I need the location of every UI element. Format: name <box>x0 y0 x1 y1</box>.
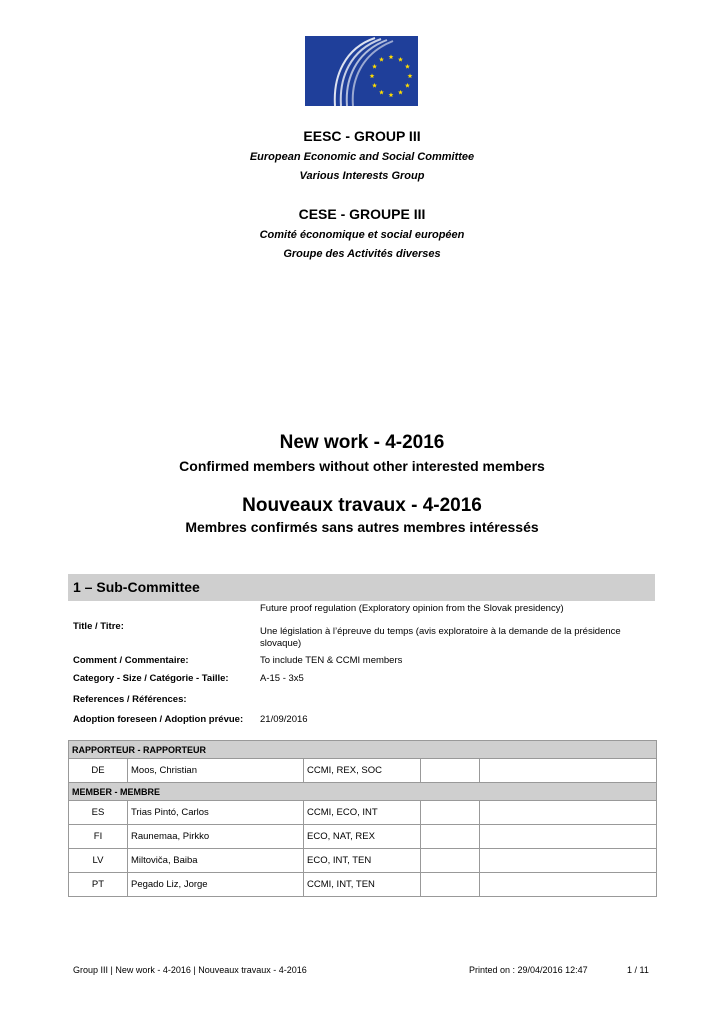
table-row <box>69 825 657 849</box>
rapporteur-header-row <box>69 741 657 759</box>
member-header: MEMBER - MEMBRE <box>69 783 657 801</box>
header-en-line1: European Economic and Social Committee <box>249 151 475 163</box>
country-cell: PT <box>69 873 128 897</box>
empty-cell <box>421 873 480 897</box>
title-value-en: Future proof regulation (Exploratory opinion from the Slovak presidency) <box>260 603 564 614</box>
adoption-value: 21/09/2016 <box>260 714 308 725</box>
section-header <box>68 574 655 601</box>
header-en-line2: Various Interests Group <box>299 170 425 182</box>
title-label: Title / Titre: <box>73 621 124 632</box>
table-row <box>69 801 657 825</box>
header-en-group: EESC - GROUP III <box>303 128 421 144</box>
eesc-logo <box>305 36 418 106</box>
title-value-fr: Une législation à l’épreuve du temps (avis exploratoire à la demande de la présidence slovaque) <box>260 626 621 649</box>
members-table <box>68 740 657 897</box>
page-subtitle-fr: Membres confirmés sans autres membres intéressés <box>185 519 539 535</box>
table-row <box>69 873 657 897</box>
country-cell: LV <box>69 849 128 873</box>
category-label: Category - Size / Catégorie - Taille: <box>73 673 229 684</box>
sections-cell: CCMI, INT, TEN <box>304 873 421 897</box>
references-label: References / Références: <box>73 694 187 705</box>
header-fr-line2: Groupe des Activités diverses <box>283 248 441 260</box>
page-subtitle-en: Confirmed members without other interested members <box>179 458 545 474</box>
table-row <box>69 849 657 873</box>
empty-cell <box>480 801 657 825</box>
country-cell: ES <box>69 801 128 825</box>
rapporteur-header: RAPPORTEUR - RAPPORTEUR <box>69 741 657 759</box>
sections-cell: CCMI, ECO, INT <box>304 801 421 825</box>
name-cell: Miltoviča, Baiba <box>128 849 304 873</box>
comment-label: Comment / Commentaire: <box>73 655 189 666</box>
adoption-label: Adoption foreseen / Adoption prévue: <box>73 714 244 725</box>
table-row <box>69 759 657 783</box>
empty-cell <box>421 825 480 849</box>
country-cell: FI <box>69 825 128 849</box>
empty-cell <box>480 873 657 897</box>
empty-cell <box>421 801 480 825</box>
empty-cell <box>421 759 480 783</box>
header-fr-group: CESE - GROUPE III <box>298 206 426 222</box>
page-title-fr: Nouveaux travaux - 4-2016 <box>242 495 482 516</box>
header-fr-line1: Comité économique et social européen <box>259 229 465 241</box>
name-cell: Raunemaa, Pirkko <box>128 825 304 849</box>
empty-cell <box>480 849 657 873</box>
sections-cell: ECO, NAT, REX <box>304 825 421 849</box>
category-value: A-15 - 3x5 <box>260 673 304 684</box>
name-cell: Pegado Liz, Jorge <box>128 873 304 897</box>
sections-cell: CCMI, REX, SOC <box>304 759 421 783</box>
page-title-en: New work - 4-2016 <box>279 432 445 453</box>
empty-cell <box>480 759 657 783</box>
footer-page-number: 1 / 11 <box>627 965 649 975</box>
empty-cell <box>480 825 657 849</box>
empty-cell <box>421 849 480 873</box>
name-cell: Moos, Christian <box>128 759 304 783</box>
section-title: 1 – Sub-Committee <box>73 579 200 595</box>
country-cell: DE <box>69 759 128 783</box>
footer-printed: Printed on : 29/04/2016 12:47 <box>469 965 588 975</box>
footer-left: Group III | New work - 4-2016 | Nouveaux travaux - 4-2016 <box>73 965 307 975</box>
member-header-row <box>69 783 657 801</box>
sections-cell: ECO, INT, TEN <box>304 849 421 873</box>
comment-value: To include TEN & CCMI members <box>260 655 403 666</box>
name-cell: Trias Pintó, Carlos <box>128 801 304 825</box>
